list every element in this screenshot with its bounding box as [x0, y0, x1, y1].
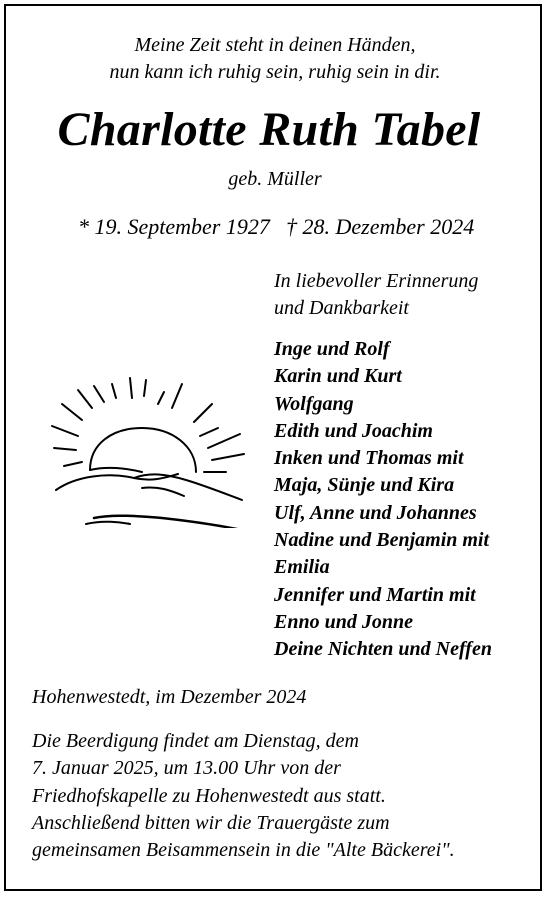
- funeral-line: Friedhofskapelle zu Hohenwestedt aus statt.: [32, 784, 386, 807]
- motto-line-1: Meine Zeit steht in deinen Händen,: [134, 34, 416, 56]
- mourner-name: Karin und Kurt: [274, 365, 402, 388]
- funeral-line: Anschließend bitten wir die Trauergäste zum: [32, 811, 390, 834]
- mourner-name: Enno und Jonne: [274, 610, 413, 633]
- mourner-name: Wolfgang: [274, 392, 354, 415]
- funeral-line: gemeinsamen Beisammensein in die "Alte Bäckerei".: [32, 839, 455, 862]
- funeral-line: Die Beerdigung findet am Dienstag, dem: [32, 730, 359, 752]
- sunset-over-hills-icon: [46, 368, 246, 528]
- motto-line-2: nun kann ich ruhig sein, ruhig sein in dir.: [109, 61, 441, 83]
- memory-line-1: In liebevoller Erinnerung: [274, 270, 479, 292]
- mourner-name: Inken und Thomas mit: [274, 447, 464, 470]
- memory-line-2: und Dankbarkeit: [274, 297, 409, 319]
- mourner-name: Maja, Sünje und Kira: [274, 474, 455, 497]
- birth-date: * 19. September 1927: [78, 214, 270, 239]
- mourner-list: [274, 336, 492, 664]
- funeral-details: [32, 728, 455, 864]
- mourner-name: Jennifer und Martin mit: [274, 583, 476, 606]
- mourner-name: Deine Nichten und Neffen: [274, 638, 492, 661]
- mourner-name: Edith und Joachim: [274, 419, 433, 442]
- mourner-name: Emilia: [274, 556, 330, 579]
- place-and-date: Hohenwestedt, im Dezember 2024: [32, 686, 307, 708]
- death-date: † 28. Dezember 2024: [286, 214, 475, 239]
- mourner-name: Ulf, Anne und Johannes: [274, 501, 477, 524]
- deceased-name: Charlotte Ruth Tabel: [57, 103, 481, 156]
- mourner-name: Inge und Rolf: [274, 338, 390, 360]
- maiden-name: geb. Müller: [228, 168, 322, 190]
- mourner-name: Nadine und Benjamin mit: [274, 529, 490, 552]
- funeral-line: 7. Januar 2025, um 13.00 Uhr von der: [32, 757, 341, 780]
